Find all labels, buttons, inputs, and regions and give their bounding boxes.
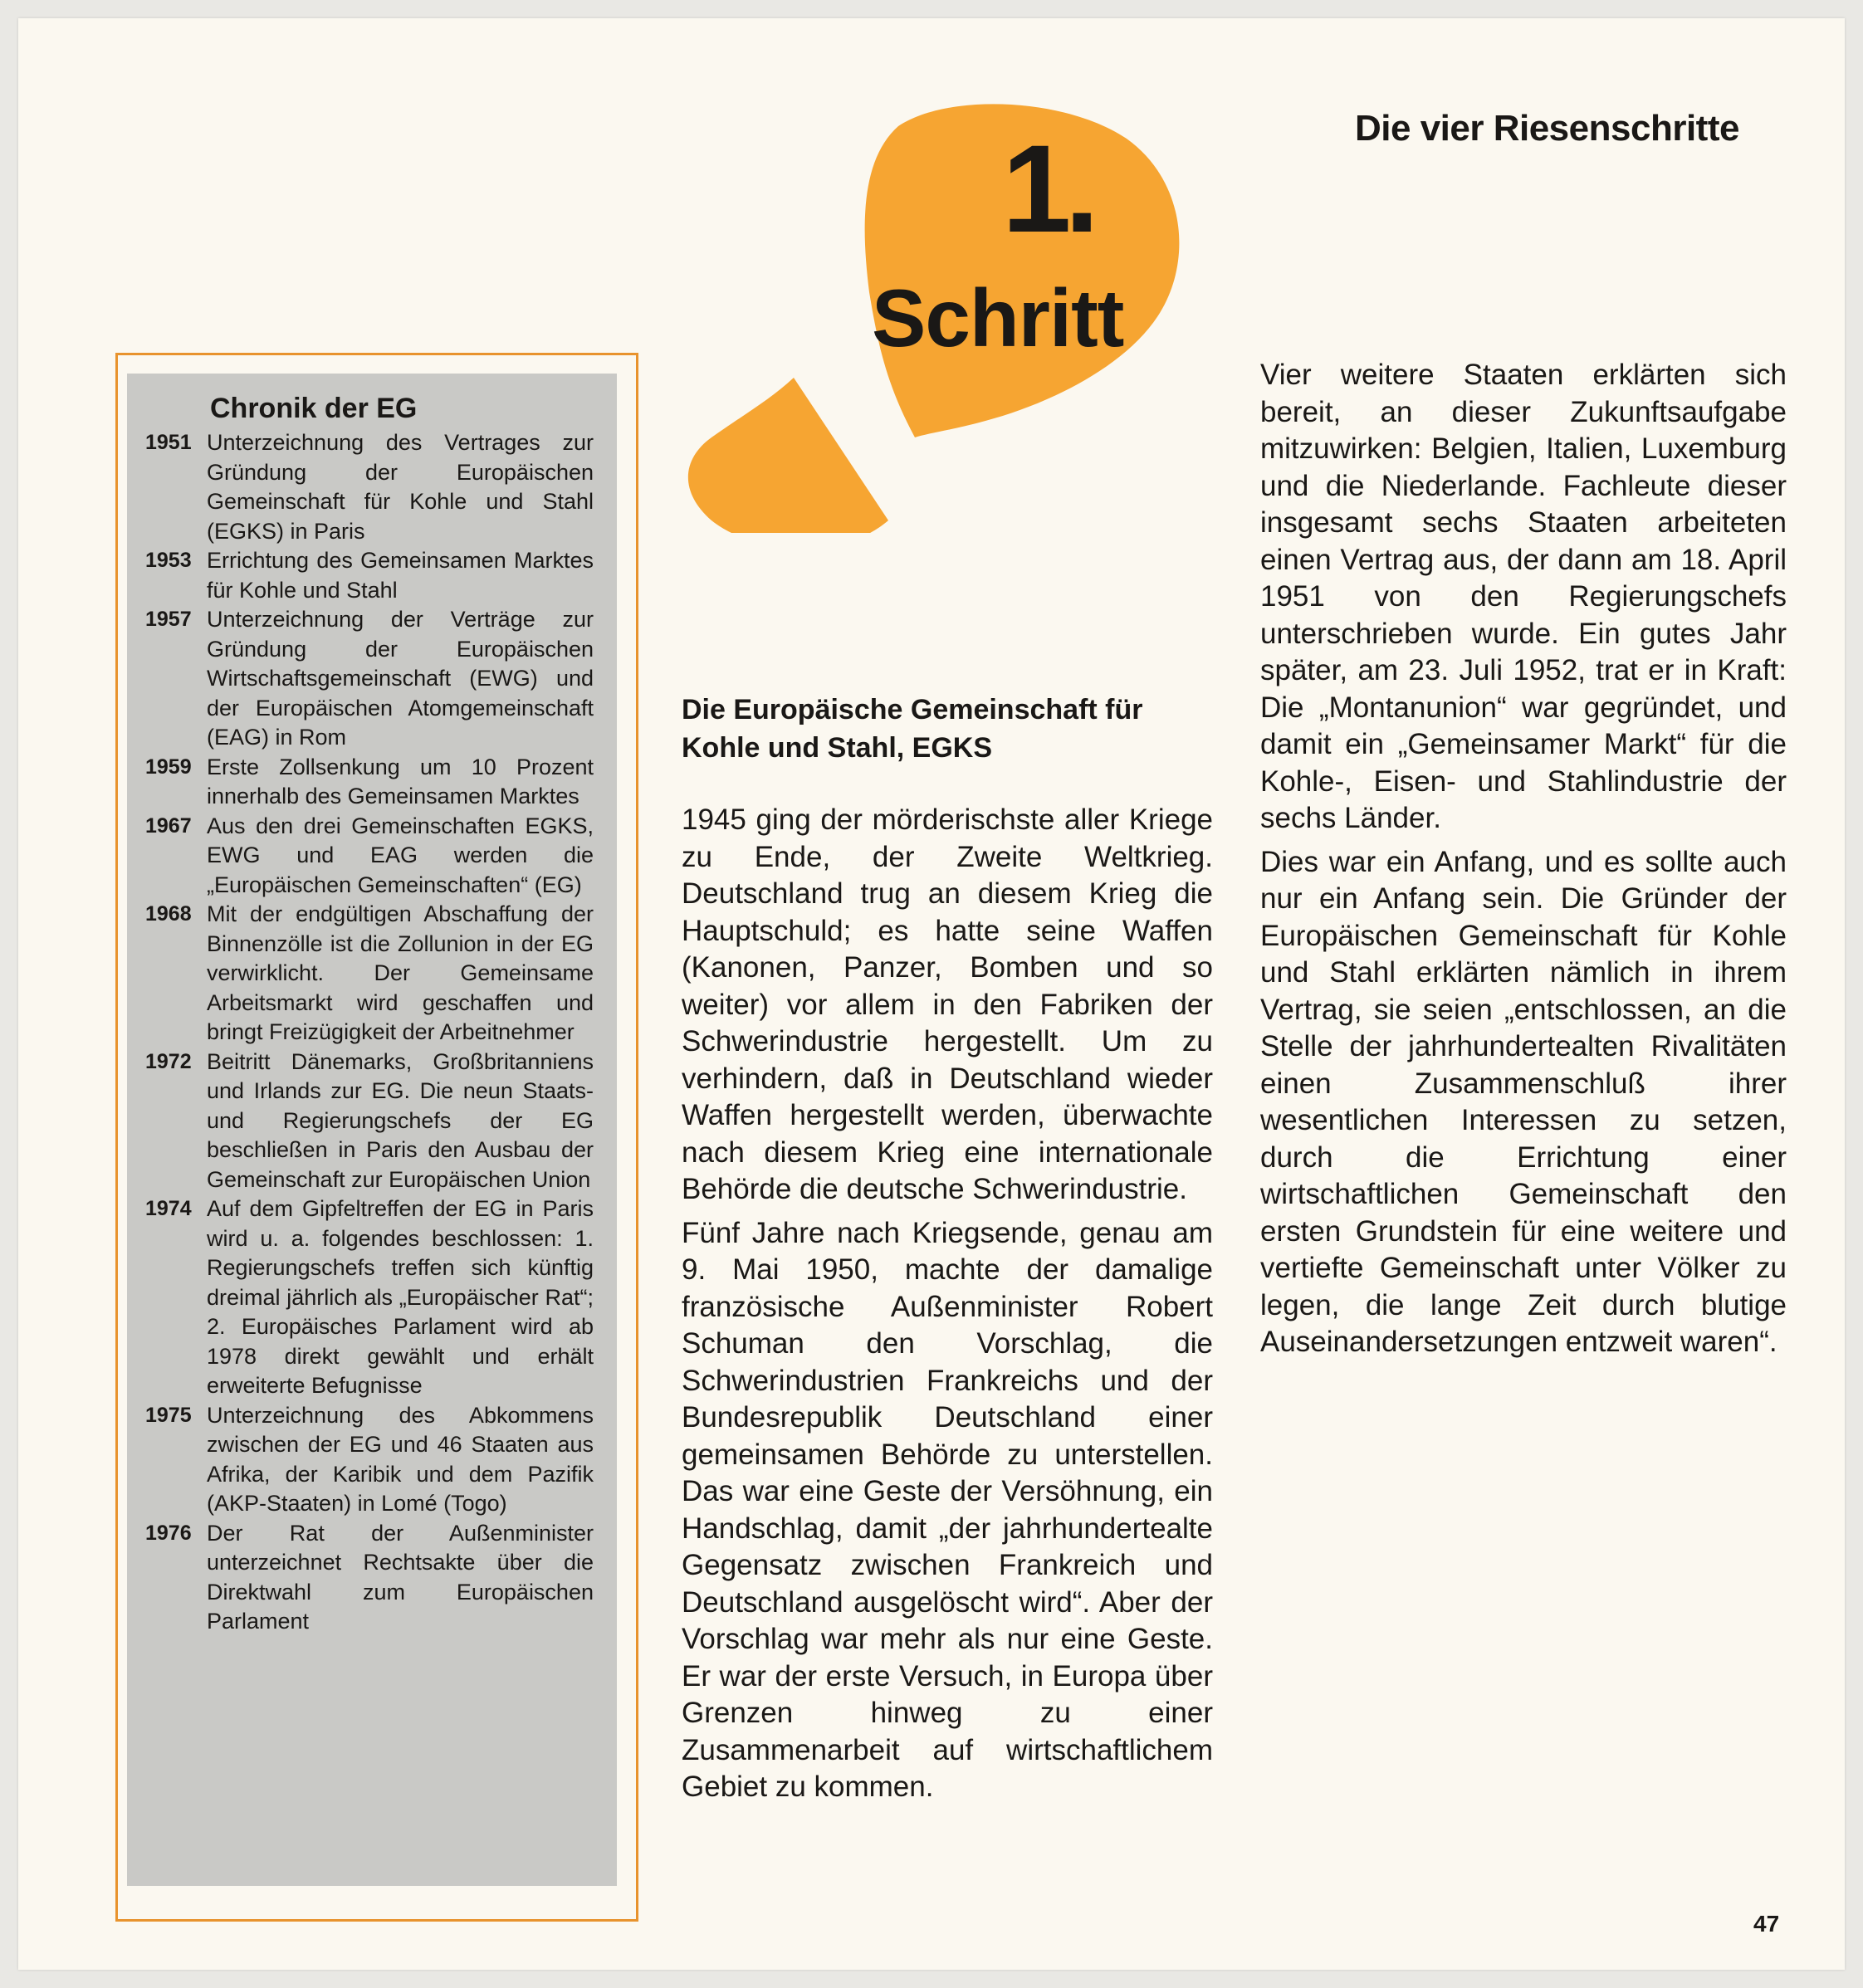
page-number: 47 — [1753, 1911, 1780, 1937]
page — [18, 18, 1845, 1970]
chronik-year: 1976 — [145, 1521, 192, 1545]
chronik-year: 1975 — [145, 1403, 192, 1427]
chronik-year: 1968 — [145, 902, 192, 926]
chronik-text: Erste Zollsenkung um 10 Prozent innerhalb des Gemeinsamen Marktes — [207, 754, 594, 808]
chronik-entry — [145, 900, 594, 1048]
chronik-text: Unterzeichnung des Abkommens zwischen der EG und 46 Staaten aus Afrika, der Karibik und dem Pazifik (AKP-Staaten) in Lomé (Togo) — [207, 1402, 594, 1516]
chronik-entry — [145, 812, 594, 901]
chronik-entry — [145, 428, 594, 546]
chronik-box — [127, 374, 617, 1886]
chronik-year: 1967 — [145, 813, 192, 838]
middle-paragraph: 1945 ging der mörderischste aller Kriege zu Ende, der Zweite Weltkrieg. Deutschland trug an diesem Krieg die Hauptschuld; es hatte seine Waffen (Kanonen, Panzer, Bomben und so weiter) vor allem in den Fabriken der Schwerindustrie hergestellt. Um zu verhindern, daß in Deutschland wieder Waffen hergestellt werden, überwachte nach diesem Krieg eine internationale Behörde die deutsche Schwerindustrie. — [682, 804, 1213, 1205]
chronik-entry — [145, 1194, 594, 1401]
chronik-title: Chronik der EG — [210, 393, 418, 424]
chronik-year: 1957 — [145, 608, 192, 631]
right-column — [1260, 357, 1787, 1368]
step-label: Schritt — [872, 272, 1124, 364]
chronik-entry — [145, 1519, 594, 1637]
chronik-entry — [145, 753, 594, 812]
middle-column — [682, 802, 1213, 1813]
chronik-year: 1953 — [145, 549, 192, 572]
chronik-entry — [145, 1401, 594, 1519]
section-heading: Die Europäische Gemeinschaft für Kohle und Stahl, EGKS — [682, 694, 1143, 764]
chronik-year: 1972 — [145, 1049, 192, 1073]
chronik-text: Unterzeichnung der Verträge zur Gründung der Europäischen Wirtschaftsgemeinschaft (EWG) und der Europäischen Atomgemeinschaft (EAG) in Rom — [207, 607, 594, 750]
chronik-text: Aus den drei Gemeinschaften EGKS, EWG und EAG werden die „Europäischen Gemeinschaften“ (EG) — [207, 813, 594, 897]
chronik-year: 1974 — [145, 1197, 192, 1220]
header-title: Die vier Riesenschritte — [1355, 108, 1739, 149]
chronik-text: Auf dem Gipfeltreffen der EG in Paris wird u. a. folgendes beschlossen: 1. Regierungschefs treffen sich künftig dreimal jährlich als „Europäischer Rat“; 2. Europäisches Parlament wird ab 1978 direkt gewählt und erhält erweiterte Befugnisse — [207, 1196, 594, 1398]
chronik-text: Beitritt Dänemarks, Großbritanniens und Irlands zur EG. Die neun Staats- und Regierungschefs der EG beschließen in Paris den Ausbau der Gemeinschaft zur Europäischen Union — [207, 1048, 594, 1192]
right-paragraph: Vier weitere Staaten erklärten sich bereit, an dieser Zukunftsaufgabe mitzuwirken: Belgien, Italien, Luxemburg und die Niederlande. Fachleute dieser insgesamt sechs Staaten arbeiteten einen Vertrag aus, der dann am 18. April 1951 von den Regierungschefs unterschrieben wurde. Ein gutes Jahr später, am 23. Juli 1952, trat er in Kraft: Die „Montanunion“ war gegründet, und damit ein „Gemeinsamer Markt“ für die Kohle-, Eisen- und Stahlindustrie der sechs Länder. — [1260, 359, 1787, 834]
chronik-list — [145, 428, 594, 1637]
chronik-year: 1959 — [145, 755, 192, 779]
chronik-text: Der Rat der Außenminister unterzeichnet Rechtsakte über die Direktwahl zum Europäischen Parlament — [207, 1520, 594, 1634]
chronik-entry — [145, 605, 594, 753]
step-number: 1. — [1002, 119, 1093, 258]
chronik-entry — [145, 546, 594, 605]
chronik-text: Errichtung des Gemeinsamen Marktes für Kohle und Stahl — [207, 548, 594, 603]
chronik-year: 1951 — [145, 431, 192, 454]
chronik-text: Mit der endgültigen Abschaffung der Binnenzölle ist die Zollunion in der EG verwirklicht. Der Gemeinsame Arbeitsmarkt wird geschaffen und bringt Freizügigkeit der Arbeitnehmer — [207, 901, 594, 1044]
chronik-text: Unterzeichnung des Vertrages zur Gründung der Europäischen Gemeinschaft für Kohle und Stahl (EGKS) in Paris — [207, 430, 594, 544]
right-paragraph: Dies war ein Anfang, und es sollte auch nur ein Anfang sein. Die Gründer der Europäischen Gemeinschaft für Kohle und Stahl erklärten nämlich in ihrem Vertrag, sie seien „entschlossen, an die Stelle der jahrhundertealten Rivalitäten einen Zusammenschluß ihrer wesentlichen Interessen zu setzen, durch die Errichtung einer wirtschaftlichen Gemeinschaft den ersten Grundstein für eine weitere und vertiefte Gemeinschaft unter Völker zu legen, die lange Zeit durch blutige Auseinandersetzungen entzweit waren“. — [1260, 845, 1787, 1358]
chronik-entry — [145, 1048, 594, 1195]
middle-paragraph: Fünf Jahre nach Kriegsende, genau am 9. Mai 1950, machte der damalige französische Außenminister Robert Schuman den Vorschlag, die Schwerindustrien Frankreichs und der Bundesrepublik Deutschland einer gemeinsamen Behörde zu unterstellen. Das war eine Geste der Versöhnung, ein Handschlag, damit „der jahrhundertealte Gegensatz zwischen Frankreich und Deutschland ausgelöscht wird“. Aber der Vorschlag war mehr als nur eine Geste. Er war der erste Versuch, in Europa über Grenzen hinweg zu einer Zusammenarbeit auf wirtschaftlichem Gebiet zu kommen. — [682, 1216, 1213, 1803]
footprint-heel — [688, 378, 888, 533]
